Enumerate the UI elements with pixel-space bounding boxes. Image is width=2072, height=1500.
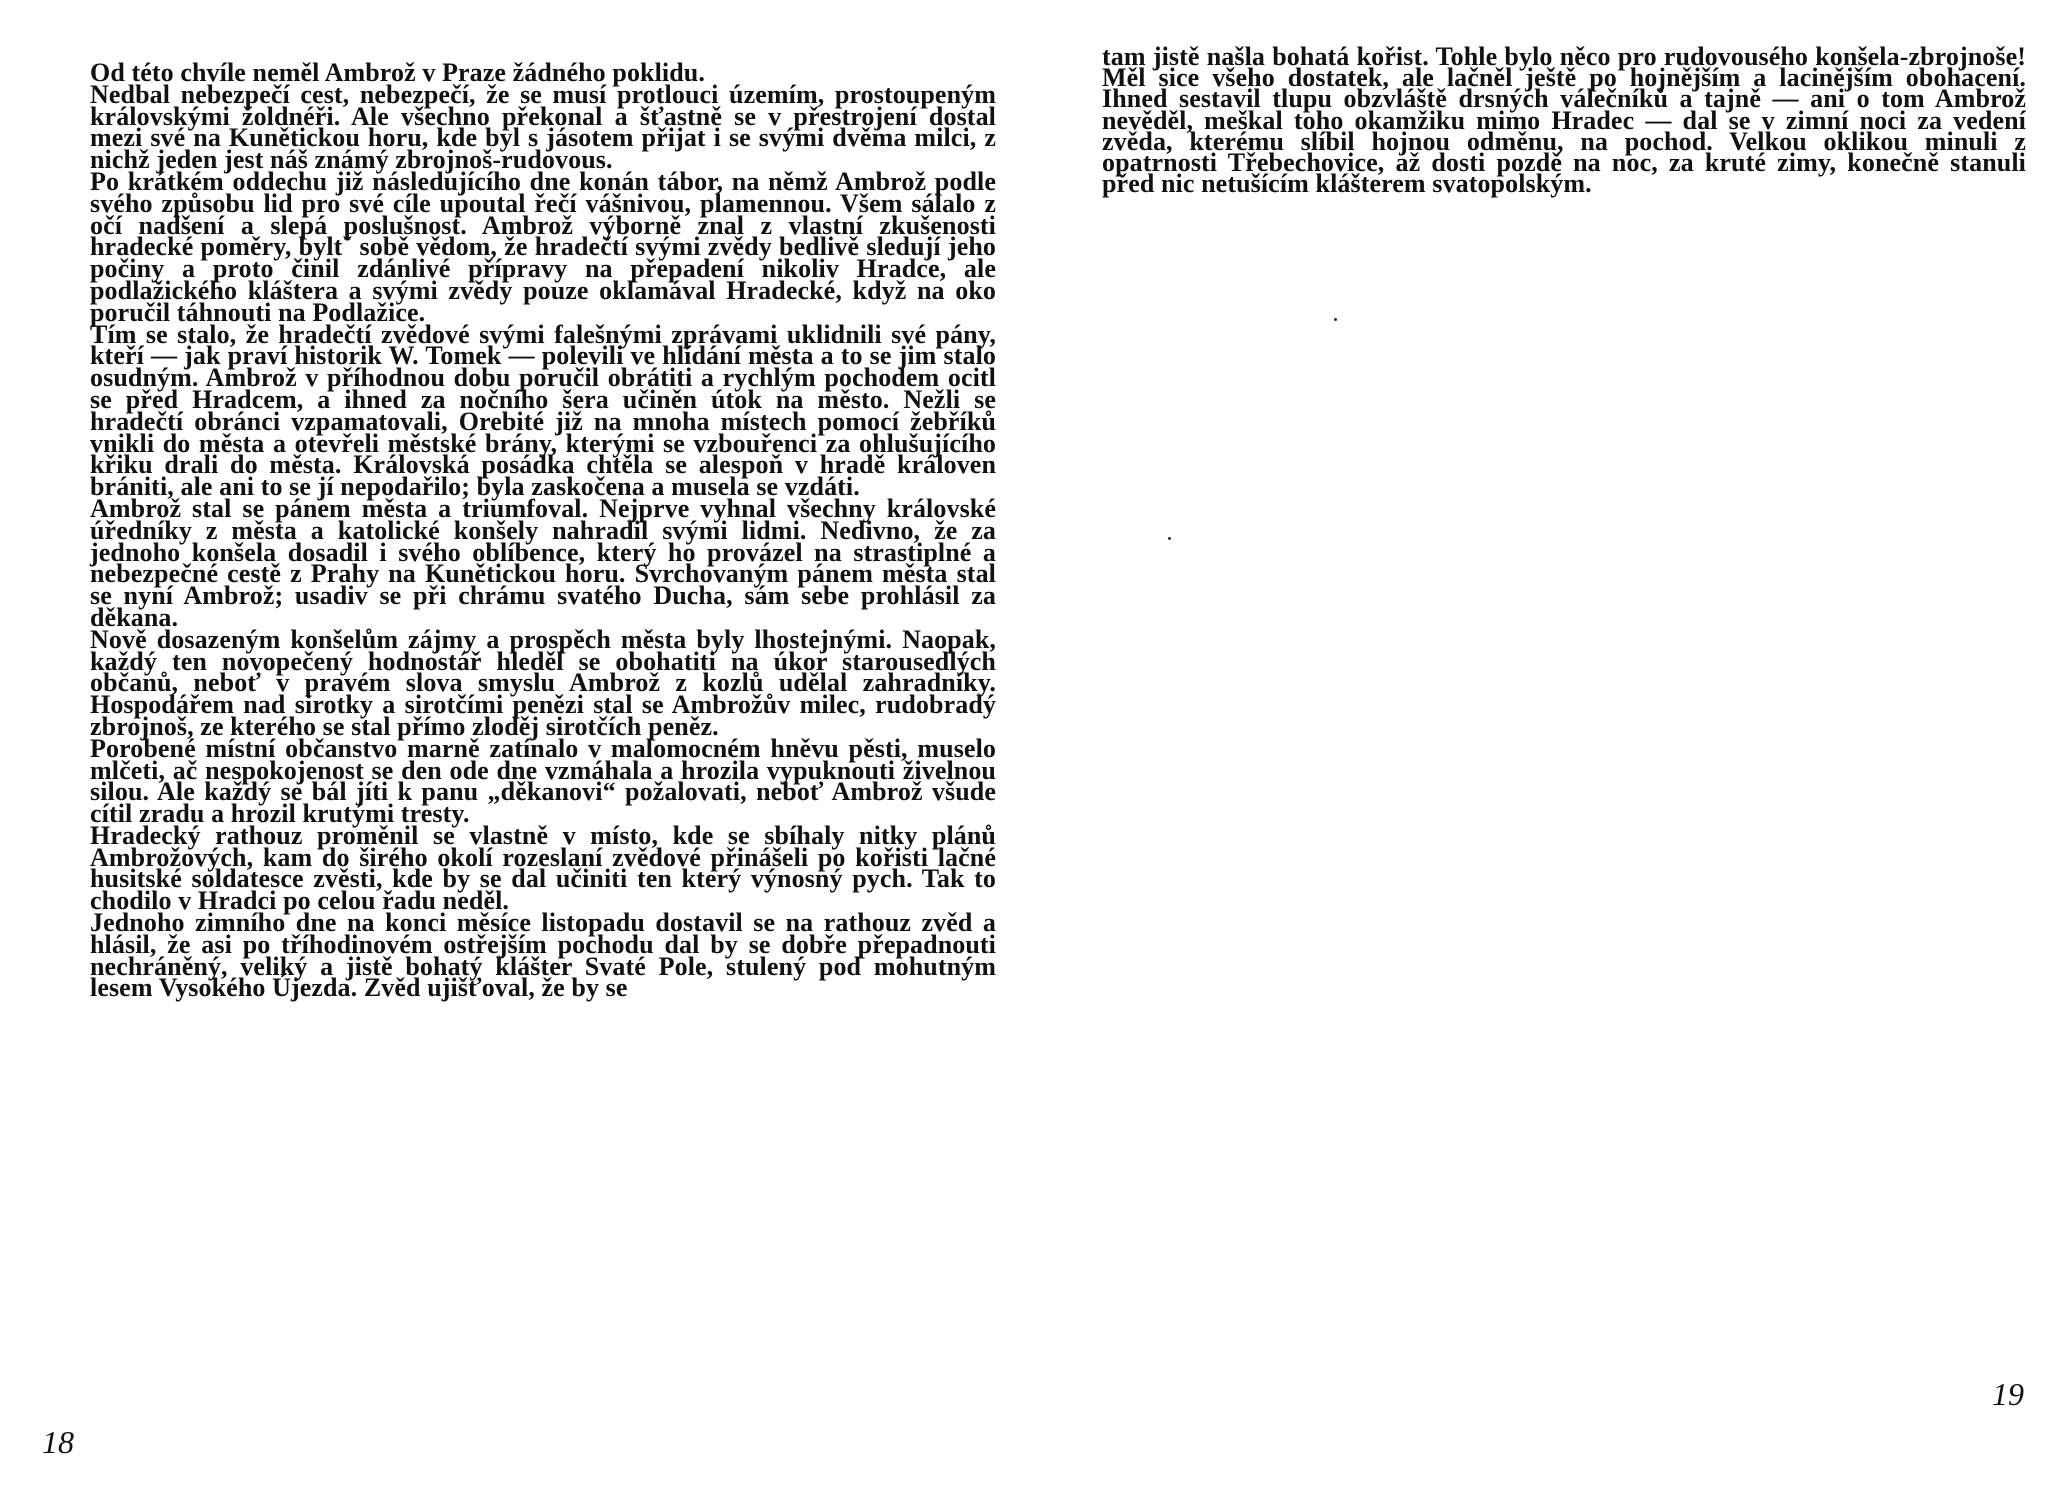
print-speck <box>1334 318 1337 321</box>
page-number-left: 18 <box>42 1424 74 1460</box>
paragraph: Od této chvíle neměl Ambrož v Praze žádného poklidu. <box>90 58 705 87</box>
paragraph: Jednoho zimního dne na konci měsíce listopadu dostavil se na rathouz zvěd a hlásil, že asi po tříhodinovém ostřejším pochodu dal by se dobře přepadnouti nechráněný, veliký a jistě bohatý klášter Svaté Pole, stulený pod mohutným lesem Vysokého Újezda. Zvěd ujišťoval, že by se <box>90 908 996 1003</box>
paragraph: Po krátkém oddechu již následujícího dne konán tábor, na němž Ambrož podle svého způsobu lid pro své cíle upoutal řečí vášnivou, plamennou. Všem sálalo z očí nadšení a slepá poslušnost. Ambrož výborně znal z vlastní zkušenosti hradecké poměry, byltˇ sobě vědom, že hradečtí svými zvědy bedlivě sledují jeho počiny a proto činil zdánlivé přípravy na přepadení nikoliv Hradce, ale podlažického kláštera a svými zvědy pouze oklamával Hradecké, když na oko poručil táhnouti na Podlažice. <box>90 166 996 327</box>
left-page <box>90 58 996 1003</box>
paragraph: Tím se stalo, že hradečtí zvědové svými falešnými zprávami uklidnili své pány, kteří — jak praví historik W. Tomek — polevili ve hlídání města a to se jim stalo osudným. Ambrož v příhodnou dobu poručil obrátiti a rychlým pochodem ocitl se před Hradcem, a ihned za nočního šera učiněn útok na město. Nežli se hradečtí obránci vzpamatovali, Orebité již na mnoha místech pomocí žebříků vnikli do města a otevřeli městské brány, kterými se vzbouřenci za ohlušujícího křiku drali do města. Královská posádka chtěla se alespoň v hradě královen brániti, ale ani to se jí nepodařilo; byla zaskočena a musela se vzdáti. <box>90 319 996 502</box>
paragraph: Nedbal nebezpečí cest, nebezpečí, že se musí protlouci územím, prostoupeným královskými žoldnéři. Ale všechno překonal a šťastně se v přestrojení dostal mezi své na Kunětickou horu, kde byl s jásotem přijat i se svými dvěma milci, z nichž jeden jest náš známý zbrojnoš-rudovous. <box>90 79 996 175</box>
page-number-right: 19 <box>1992 1376 2024 1412</box>
print-speck <box>1168 537 1171 540</box>
paragraph: Porobené místní občanstvo marně zatínalo v malomocném hněvu pěsti, muselo mlčeti, ač nespokojenost se den ode dne vzmáhala a hrozila vypuknouti živelnou silou. Ale každý se bál jíti k panu „děkanovi“ požalovati, neboť Ambrož všude cítil zradu a hrozil krutými tresty. <box>90 733 996 829</box>
paragraph: tam jistě našla bohatá kořist. Tohle bylo něco pro rudovousého konšela-zbrojnoše! Měl sice všeho dostatek, ale lačněl ještě po hojnějším a lacinějším obohacení. Ihned sestavil tlupu obzvláště drsných válečníků a tajně — ani o tom Ambrož nevěděl, meškal toho okamžiku mimo Hradec — dal se v zimní noci za vedení zvěda, kterému slíbil hojnou odměnu, na pochod. Velkou oklikou minuli z opatrnosti Třebechovice, až dosti pozdě na noc, za kruté zimy, konečně stanuli před nic netušícím klášterem svatopolským. <box>1102 42 2026 199</box>
paragraph: Nově dosazeným konšelům zájmy a prospěch města byly lhostejnými. Naopak, každý ten novopečený hodnostář hleděl se obohatiti na úkor starousedlých občanů, neboť v pravém slova smyslu Ambrož z kozlů udělal zahradníky. Hospodářem nad sirotky a sirotčími penězi stal se Ambrožův milec, rudobradý zbrojnoš, ze kterého se stal přímo zloděj sirotčích peněz. <box>90 624 996 741</box>
paragraph: Ambrož stal se pánem města a triumfoval. Nejprve vyhnal všechny královské úředníky z města a katolické konšely nahradil svými lidmi. Nedivno, že za jednoho konšela dosadil i svého oblíbence, který ho provázel na strastiplné a nebezpečné cestě z Prahy na Kunětickou horu. Svrchovaným pánem města stal se nyní Ambrož; usadiv se při chrámu svatého Ducha, sám sebe prohlásil za děkana. <box>90 493 996 632</box>
right-page <box>1102 42 2026 199</box>
paragraph: Hradecký rathouz proměnil se vlastně v místo, kde se sbíhaly nitky plánů Ambrožových, kam do širého okolí rozeslaní zvědové přinášeli po kořisti lačné husitské soldatesce zvěsti, kde by se dal učiniti ten který výnosný pych. Tak to chodilo v Hradci po celou řadu neděl. <box>90 820 996 916</box>
